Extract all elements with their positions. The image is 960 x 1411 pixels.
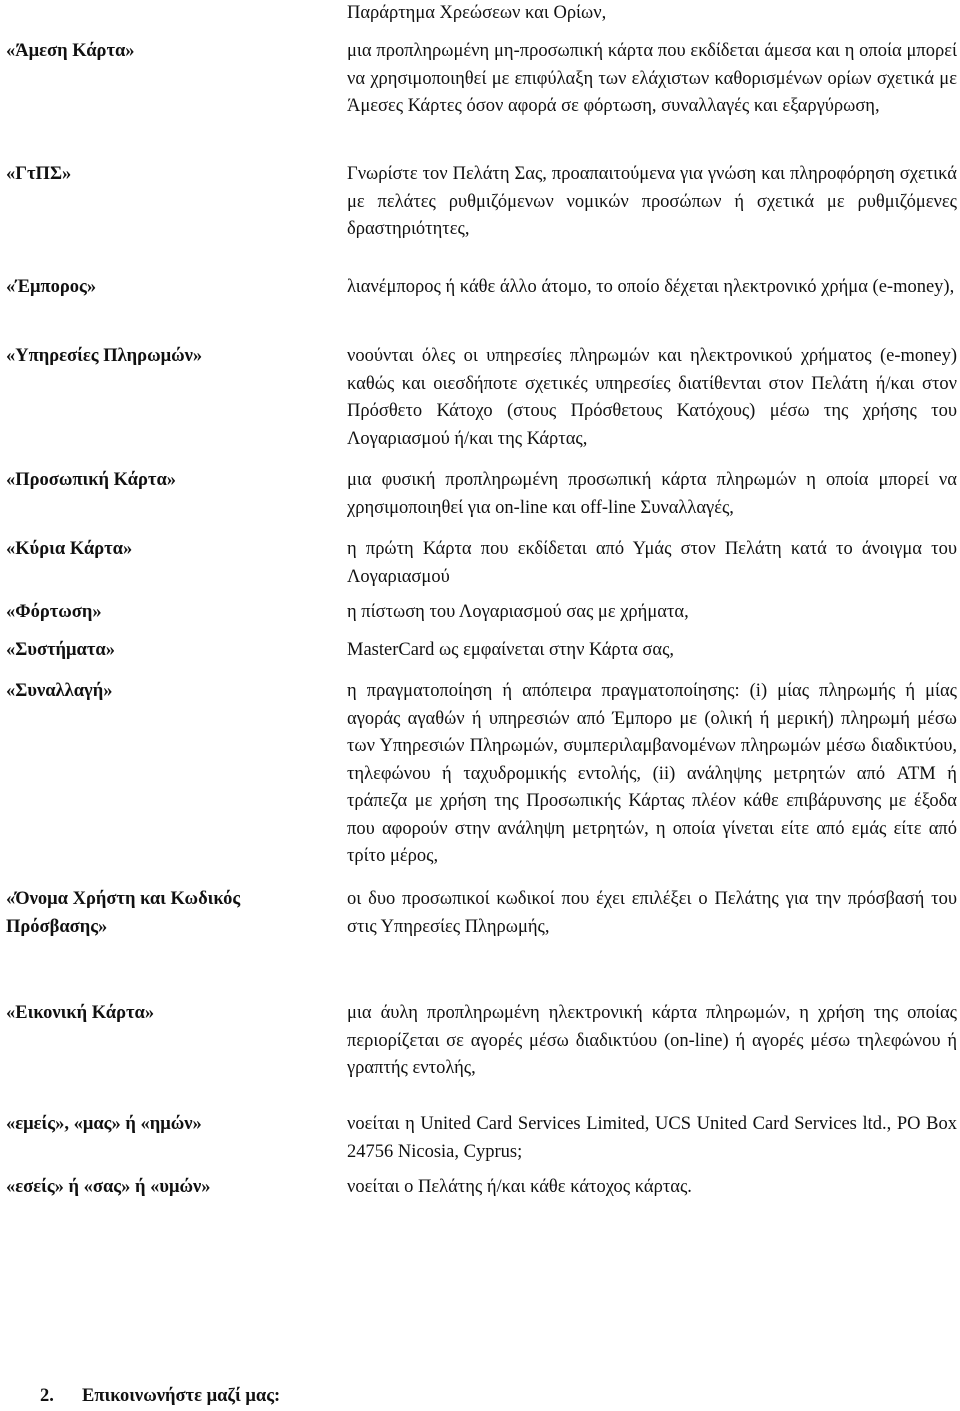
definition-term: «Συναλλαγή» (6, 681, 113, 701)
section-number: 2. (40, 1386, 54, 1406)
definition-term: «Άμεση Κάρτα» (6, 41, 135, 61)
definition-text: μια άυλη προπληρωμένη ηλεκτρονική κάρτα πληρωμών, η χρήση της οποίας περιορίζεται σε αγορές μέσω διαδικτύου (on-line) ή αγορές μέσω τηλεφώνου ή γραπτής εντολής, (347, 1003, 957, 1078)
definition-text: μια προπληρωμένη μη-προσωπική κάρτα που εκδίδεται άμεσα και η οποία μπορεί να χρησιμοποιηθεί με επιφύλαξη των ελάχιστων καθορισμένων ορίων σχετικά με Άμεσες Κάρτες όσον αφορά σε φόρτωση, συναλλαγές και εξαργύρωση, (347, 41, 957, 116)
definition-text: Γνωρίστε τον Πελάτη Σας, προαπαιτούμενα για γνώση και πληροφόρηση σχετικά με πελάτες ρυθμιζόμενων νομικών προσώπων ή σχετικά με ρυθμιζόμενες δραστηριότητες, (347, 164, 957, 239)
definition-term: «εσείς» ή «σας» ή «υμών» (6, 1177, 211, 1197)
definition-term: «Έμπορος» (6, 277, 97, 297)
definition-text: οι δυο προσωπικοί κωδικοί που έχει επιλέξει ο Πελάτης για την πρόσβασή του στις Υπηρεσίες Πληρωμής, (347, 889, 957, 937)
definition-term: «ΓτΠΣ» (6, 164, 72, 184)
definition-text: νοούνται όλες οι υπηρεσίες πληρωμών και ηλεκτρονικού χρήματος (e-money) καθώς και οιεσδήποτε σχετικές υπηρεσίες διατίθενται στον Πελάτη ή/και στον Πρόσθετο Κάτοχο (στους Πρόσθετους Κατόχους) μέσω της χρήσης του Λογαριασμού ή/και της Κάρτας, (347, 346, 957, 449)
definition-text: μια φυσική προπληρωμένη προσωπική κάρτα πληρωμών η οποία μπορεί να χρησιμοποιηθεί για on-line και off-line Συναλλαγές, (347, 470, 957, 518)
definition-text: λιανέμπορος ή κάθε άλλο άτομο, το οποίο δέχεται ηλεκτρονικό χρήμα (e-money), (347, 277, 955, 297)
section-title: Επικοινωνήστε μαζί μας: (82, 1386, 281, 1406)
definition-term: «Προσωπική Κάρτα» (6, 470, 177, 490)
annex-reference-line: Παράρτημα Χρεώσεων και Ορίων, (347, 3, 607, 23)
definition-text: νοείται ο Πελάτης ή/και κάθε κάτοχος κάρτας. (347, 1177, 692, 1197)
definition-term: «Όνομα Χρήστη και Κωδικός Πρόσβασης» (6, 889, 241, 937)
definition-text: η πρώτη Κάρτα που εκδίδεται από Υμάς στον Πελάτη κατά το άνοιγμα του Λογαριασμού (347, 539, 957, 587)
definition-text: νοείται η United Card Services Limited, UCS United Card Services ltd., PO Box 24756 Nicosia, Cyprus; (347, 1114, 957, 1162)
definition-text: MasterCard ως εμφαίνεται στην Κάρτα σας, (347, 640, 675, 660)
definition-term: «Κύρια Κάρτα» (6, 539, 133, 559)
definition-term: «εμείς», «μας» ή «ημών» (6, 1114, 202, 1134)
definition-term: «Εικονική Κάρτα» (6, 1003, 155, 1023)
definition-term: «Συστήματα» (6, 640, 115, 660)
definition-text: η πραγματοποίηση ή απόπειρα πραγματοποίησης: (i) μίας πληρωμής ή μίας αγοράς αγαθών ή υπηρεσιών από Έμπορο με (ολική ή μερική) πληρωμή μέσω των Υπηρεσιών Πληρωμών, συμπεριλαμβανομένων πληρωμών μέσω διαδικτύου, τηλεφώνου ή ταχυδρομικής εντολής, (ii) ανάληψης μετρητών από ATM ή τράπεζα με χρήση της Προσωπικής Κάρτας πλέον κάθε επιβάρυνσης με έξοδα που αφορούν στην ανάληψη μετρητών, η οποία γίνεται είτε από εμάς είτε από τρίτο μέρος, (347, 681, 957, 866)
section-heading (40, 1383, 280, 1411)
definition-term: «Υπηρεσίες Πληρωμών» (6, 346, 203, 366)
definition-term: «Φόρτωση» (6, 602, 102, 622)
definition-text: η πίστωση του Λογαριασμού σας με χρήματα, (347, 602, 689, 622)
